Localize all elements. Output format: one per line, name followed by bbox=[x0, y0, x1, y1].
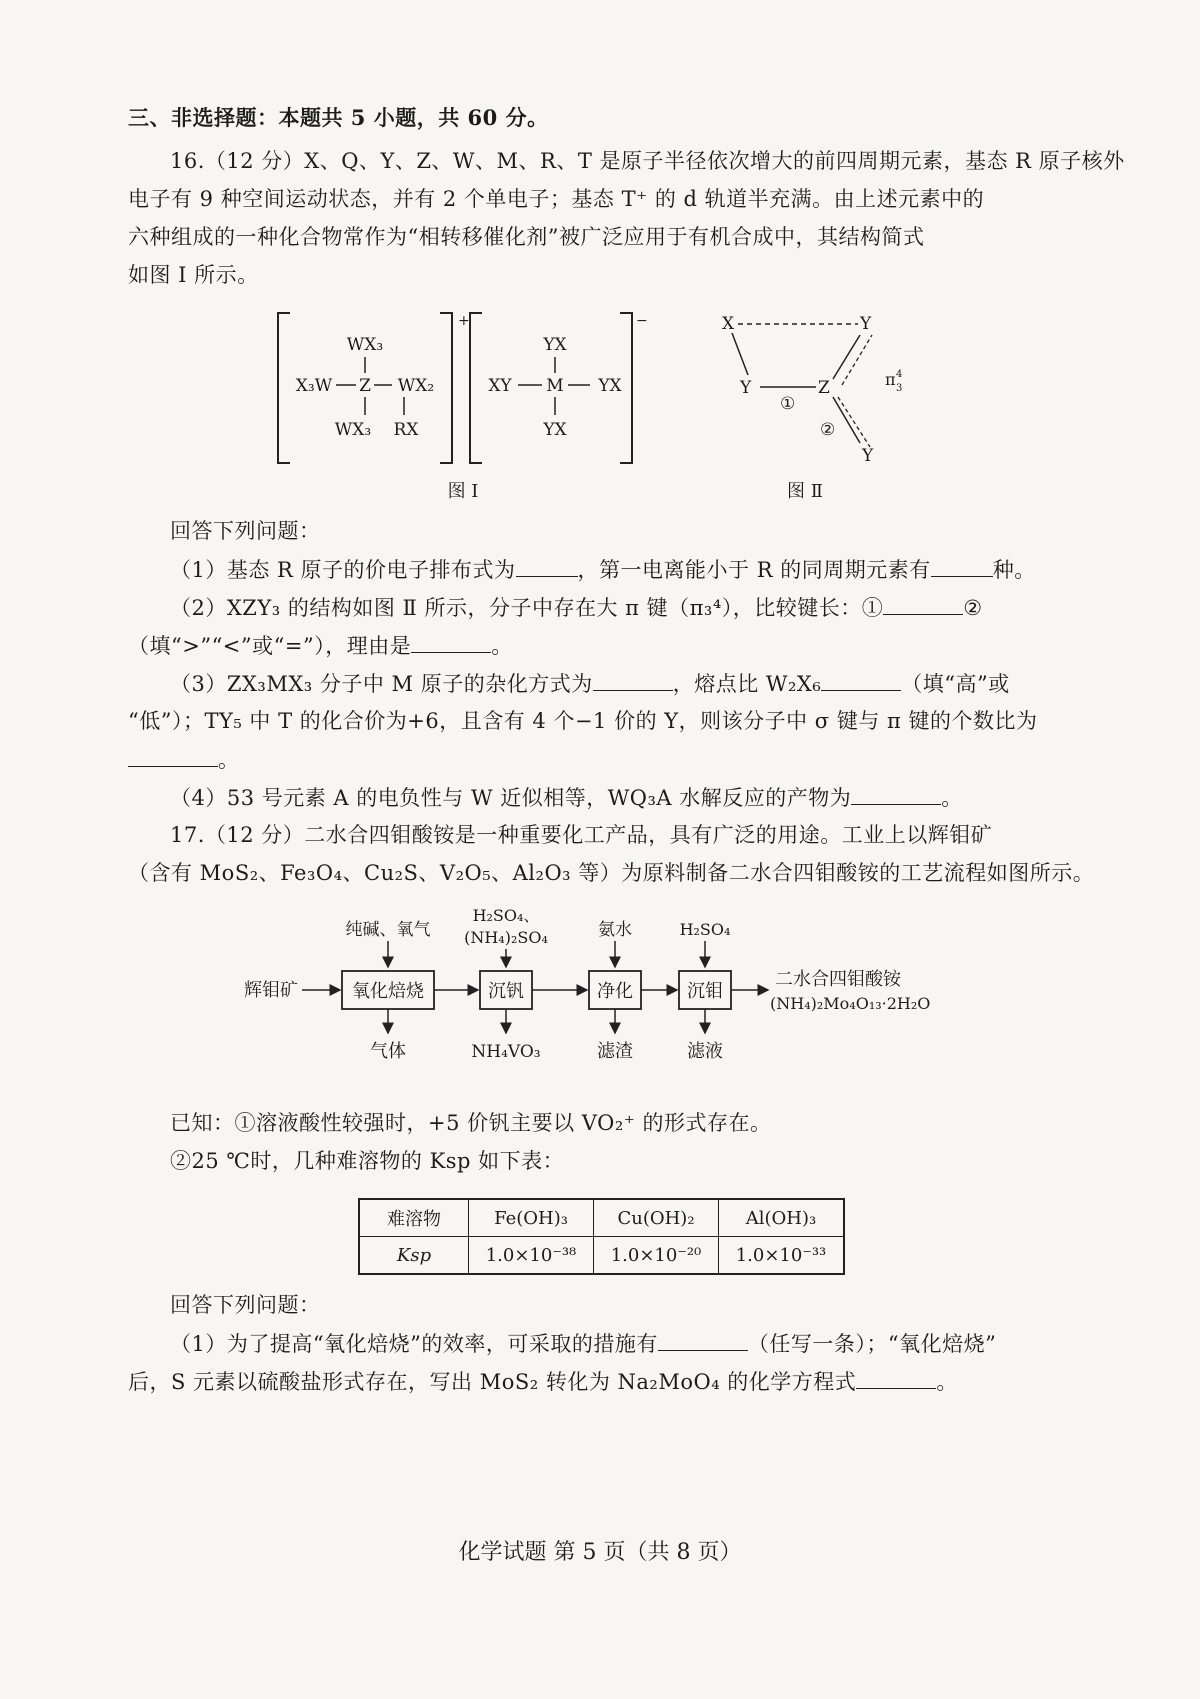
q16-sub1-blank-2[interactable] bbox=[931, 554, 993, 577]
flow-step-3: 净化 bbox=[597, 981, 633, 1002]
fig2-pi-sup: 4 bbox=[896, 369, 903, 380]
fig2-atom-y-left: Y bbox=[740, 378, 752, 398]
table-header-cell: 难溶物 bbox=[359, 1199, 469, 1237]
flow-input-4: H₂SO₄ bbox=[679, 920, 731, 939]
fig2-delocalized-pi bbox=[838, 335, 872, 447]
q16-sub3-line2: “低”）；TY₅ 中 T 的化合价为+6，且含有 4 个−1 价的 Y，则该分子中 σ 键与 π 键的个数比为 bbox=[128, 709, 1038, 733]
flow-input-2a: H₂SO₄、 bbox=[472, 906, 540, 925]
table-row bbox=[359, 1237, 844, 1275]
figure-1-caption: 图 Ⅰ bbox=[447, 481, 479, 502]
cation-left-bracket bbox=[278, 313, 290, 463]
q16-sub1-text-b: ，第一电离能小于 R 的同周期元素有 bbox=[577, 558, 931, 582]
q16-prompt: 回答下列问题： bbox=[170, 519, 321, 543]
flow-input-2b: (NH₄)₂SO₄ bbox=[464, 928, 548, 947]
table-cell: 1.0×10⁻²⁰ bbox=[594, 1237, 719, 1275]
anion-left-group: XY bbox=[488, 376, 512, 396]
q16-line-1: 16.（12 分）X、Q、Y、Z、W、M、R、T 是原子半径依次增大的前四周期元素，基态 R 原子核外 bbox=[170, 149, 1125, 173]
flow-product-formula: (NH₄)₂Mo₄O₁₃·2H₂O bbox=[770, 994, 931, 1013]
q16-sub1 bbox=[170, 554, 1036, 585]
q16-sub2-line2 bbox=[128, 630, 513, 661]
table-cell: Ksp bbox=[359, 1237, 469, 1275]
flow-output-4: 滤液 bbox=[687, 1041, 723, 1062]
flow-input-1: 纯碱、氧气 bbox=[345, 920, 431, 940]
q16-sub4-text-a: （4）53 号元素 A 的电负性与 W 近似相等，WQ₃A 水解反应的产物为 bbox=[170, 786, 852, 810]
q17-line-1: 17.（12 分）二水合四钼酸铵是一种重要化工产品，具有广泛的用途。工业上以辉钼矿 bbox=[170, 823, 993, 847]
flow-step-4: 沉钼 bbox=[687, 981, 723, 1002]
fig2-atom-y-bottom: Y bbox=[862, 446, 874, 466]
q17-sub1-line2 bbox=[128, 1366, 958, 1397]
q16-sub2-text-c: （填“>”“<”或“=”），理由是 bbox=[128, 634, 412, 658]
q16-sub4-blank[interactable] bbox=[851, 782, 941, 805]
q16-sub3-text-a: （3）ZX₃MX₃ 分子中 M 原子的杂化方式为 bbox=[170, 672, 593, 696]
q17-sub1-blank-1[interactable] bbox=[658, 1328, 748, 1351]
section-title: 三、非选择题：本题共 5 小题，共 60 分。 bbox=[128, 105, 549, 130]
table-cell: 1.0×10⁻³⁸ bbox=[469, 1237, 594, 1275]
q16-sub2-text-b: ② bbox=[963, 596, 983, 620]
anion-bottom-group: YX bbox=[543, 420, 567, 440]
q16-sub2-text-a: （2）XZY₃ 的结构如图 Ⅱ 所示，分子中存在大 π 键（π₃⁴），比较键长：① bbox=[170, 596, 884, 620]
flow-input-3: 氨水 bbox=[598, 920, 632, 940]
cation-right-bracket bbox=[440, 313, 452, 463]
q16-sub3-text-c: （填“高”或 bbox=[901, 672, 1010, 696]
cation-center-atom: Z bbox=[359, 376, 371, 396]
flow-step-2: 沉钒 bbox=[488, 981, 524, 1002]
q16-sub2-blank-2[interactable] bbox=[411, 630, 491, 653]
q16-sub3-text-e: 。 bbox=[218, 748, 240, 772]
q17-line-2: （含有 MoS₂、Fe₃O₄、Cu₂S、V₂O₅、Al₂O₃ 等）为原料制备二水合四钼酸铵的工艺流程如图所示。 bbox=[128, 861, 1095, 885]
process-flow-chart bbox=[240, 905, 960, 1085]
q16-line-3: 六种组成的一种化合物常作为“相转移催化剂”被广泛应用于有机合成中，其结构简式 bbox=[128, 225, 925, 249]
q16-sub3-line3 bbox=[128, 744, 240, 775]
fig2-bond-2 bbox=[833, 397, 860, 443]
fig2-atom-x: X bbox=[722, 314, 735, 334]
cation-bottom-left-group: WX₃ bbox=[334, 420, 372, 440]
figure-2-caption: 图 Ⅱ bbox=[787, 481, 823, 502]
q17-sub1-text-d: 。 bbox=[936, 1370, 958, 1394]
q16-sub3-blank-1[interactable] bbox=[593, 668, 673, 691]
q17-sub1-blank-2[interactable] bbox=[856, 1366, 936, 1389]
q16-sub2-line1 bbox=[170, 592, 983, 623]
q17-prompt: 回答下列问题： bbox=[170, 1293, 321, 1317]
flow-raw-material: 辉钼矿 bbox=[244, 980, 298, 1001]
cation-top-group: WX₃ bbox=[346, 335, 384, 355]
flow-step-1: 氧化焙烧 bbox=[352, 981, 424, 1002]
fig2-atom-y-top: Y bbox=[860, 314, 872, 334]
q16-line-2: 电子有 9 种空间运动状态，并有 2 个单电子；基态 T⁺ 的 d 轨道半充满。由上述元素中的 bbox=[128, 187, 985, 211]
anion-charge: − bbox=[636, 313, 648, 329]
q17-sub1-text-b: （任写一条）；“氧化焙烧” bbox=[747, 1332, 997, 1356]
figure-2-structure bbox=[710, 305, 920, 505]
q16-line-4: 如图 Ⅰ 所示。 bbox=[128, 263, 259, 287]
q17-sub1-text-a: （1）为了提高“氧化焙烧”的效率，可采取的措施有 bbox=[170, 1332, 658, 1356]
anion-left-bracket bbox=[470, 313, 482, 463]
page-footer: 化学试题 第 5 页（共 8 页） bbox=[458, 1540, 742, 1565]
fig2-pi-sub: 3 bbox=[896, 383, 903, 394]
q16-sub2-text-d: 。 bbox=[491, 634, 513, 658]
table-header-cell: Al(OH)₃ bbox=[719, 1199, 845, 1237]
fig2-bond-x-y bbox=[732, 333, 748, 375]
q16-sub3-blank-2[interactable] bbox=[821, 668, 901, 691]
q16-sub4 bbox=[170, 782, 963, 813]
anion-right-bracket bbox=[620, 313, 632, 463]
fig2-bond-z-y-top bbox=[833, 335, 860, 379]
cation-right-group: WX₂ bbox=[397, 376, 435, 396]
q17-sub1-text-c: 后，S 元素以硫酸盐形式存在，写出 MoS₂ 转化为 Na₂MoO₄ 的化学方程式 bbox=[128, 1370, 857, 1394]
q16-sub4-text-b: 。 bbox=[941, 786, 963, 810]
anion-right-group: YX bbox=[598, 376, 622, 396]
cation-left-group: X₃W bbox=[295, 376, 333, 396]
q17-sub1-line1 bbox=[170, 1328, 996, 1359]
table-cell: 1.0×10⁻³³ bbox=[719, 1237, 845, 1275]
anion-top-group: YX bbox=[543, 335, 567, 355]
table-row bbox=[359, 1199, 844, 1237]
cation-charge: + bbox=[458, 313, 470, 329]
fig2-atom-z: Z bbox=[818, 378, 830, 398]
ksp-table bbox=[358, 1198, 845, 1275]
q16-sub1-blank-1[interactable] bbox=[516, 554, 578, 577]
anion-center-atom: M bbox=[546, 376, 564, 396]
q16-sub3-text-b: ，熔点比 W₂X₆ bbox=[672, 672, 822, 696]
flow-output-3: 滤渣 bbox=[597, 1041, 633, 1062]
q16-sub1-text-a: （1）基态 R 原子的价电子排布式为 bbox=[170, 558, 516, 582]
fig2-pi-label: π bbox=[885, 370, 896, 389]
table-header-cell: Cu(OH)₂ bbox=[594, 1199, 719, 1237]
q16-sub3-line1 bbox=[170, 668, 1010, 699]
q16-sub2-blank-1[interactable] bbox=[883, 592, 963, 615]
fig2-label-2: ② bbox=[820, 420, 836, 440]
figure-1-structure bbox=[270, 305, 650, 505]
q16-sub3-blank-3[interactable] bbox=[128, 744, 218, 767]
q16-sub1-text-c: 种。 bbox=[992, 558, 1036, 582]
q17-known-2: ②25 ℃时，几种难溶物的 Ksp 如下表： bbox=[170, 1149, 565, 1173]
flow-output-2: NH₄VO₃ bbox=[471, 1042, 541, 1062]
flow-output-1: 气体 bbox=[370, 1041, 406, 1062]
fig2-label-1: ① bbox=[780, 394, 796, 414]
table-header-cell: Fe(OH)₃ bbox=[469, 1199, 594, 1237]
cation-bottom-right-group: RX bbox=[393, 420, 419, 440]
q17-known-1: 已知：①溶液酸性较强时，+5 价钒主要以 VO₂⁺ 的形式存在。 bbox=[170, 1111, 772, 1135]
flow-product-name: 二水合四钼酸铵 bbox=[775, 969, 901, 990]
